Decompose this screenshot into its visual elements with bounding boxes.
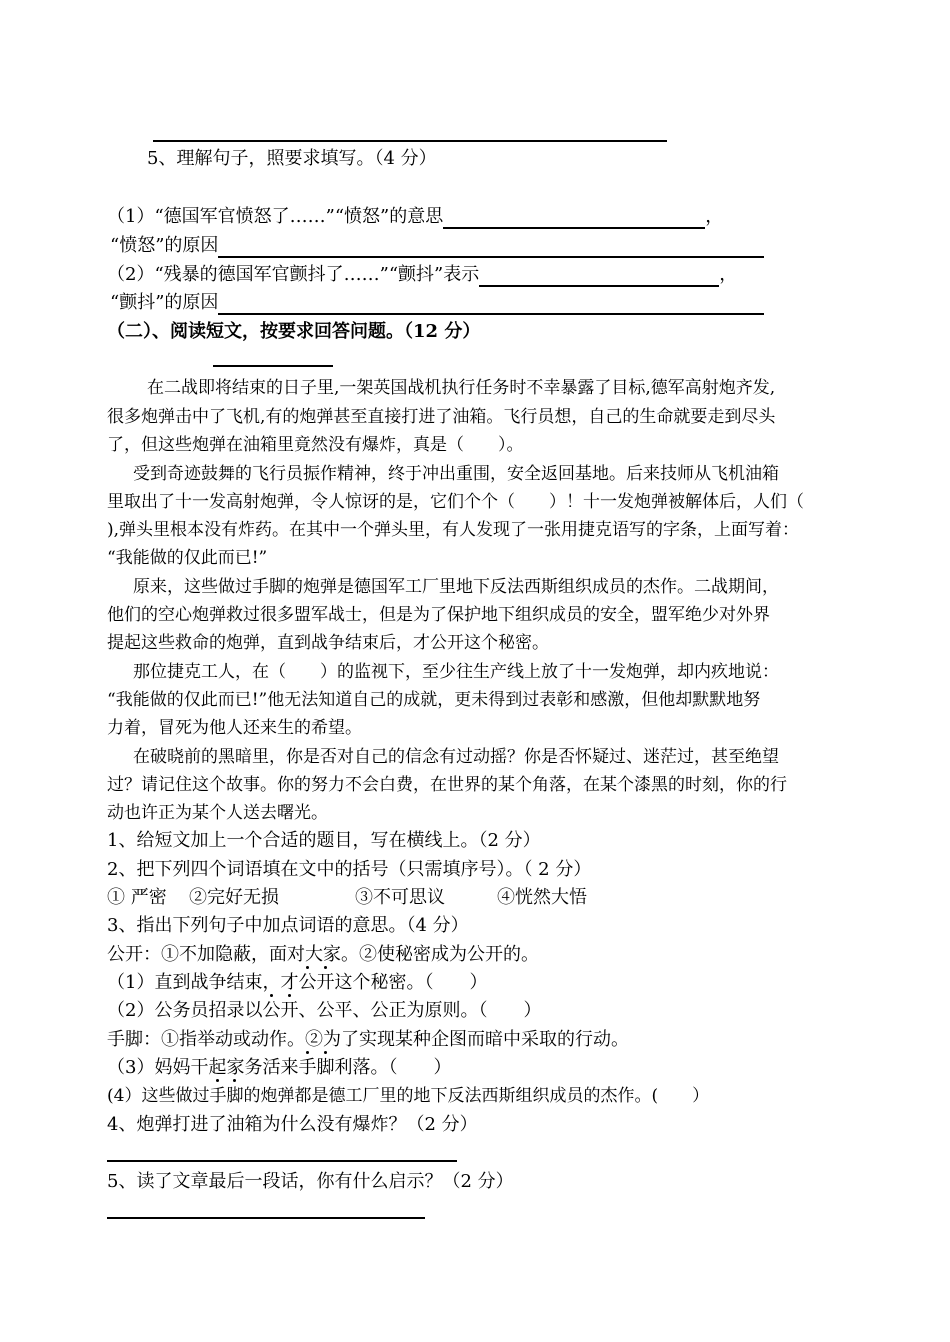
question-3-3 [107, 1056, 451, 1080]
question-4: 4、炮弹打进了油箱为什么没有爆炸？（2 分） [107, 1114, 478, 1135]
answer-line-q4[interactable] [107, 1160, 457, 1162]
question-5-1-reason-text: “愤怒”的原因 [110, 235, 219, 256]
question-5-1-reason-line [110, 234, 764, 258]
answer-blank-reason[interactable] [218, 236, 764, 258]
question-3-4-tail: 的炮弹都是德工厂里的地下反法西斯组织成员的杰作。( ） [243, 1086, 710, 1106]
answer-blank-reason-2[interactable] [218, 293, 764, 315]
question-5-2-reason-text: “颤抖”的原因 [110, 292, 219, 313]
dotted-char: 公 [298, 972, 317, 993]
section-2-heading [107, 320, 480, 344]
option-1: ① 严密 [107, 887, 167, 908]
title-answer-line[interactable] [213, 365, 333, 367]
question-3-4-text: (4）这些做过 [107, 1086, 210, 1106]
answer-line-top[interactable] [153, 140, 667, 142]
question-2-options [107, 886, 587, 910]
dotted-char: 手 [209, 1086, 227, 1106]
question-5b: 5、读了文章最后一段话，你有什么启示？（2 分） [107, 1171, 514, 1192]
question-3: 3、指出下列句子中加点词语的意思。（4 分） [107, 915, 469, 936]
passage-line: 提起这些救命的炮弹，直到战争结束后，才公开这个秘密。 [107, 633, 549, 653]
question-3-3-text: （3）妈妈干起家务活来 [107, 1057, 299, 1078]
question-5-2-text: （2）“残暴的德国军官颤抖了……”“颤抖”表示 [107, 264, 480, 285]
question-3-3-tail: 利落。（ ） [334, 1057, 452, 1078]
question-1: 1、给短文加上一个合适的题目，写在横线上。（2 分） [107, 830, 541, 851]
option-4: ④恍然大悟 [497, 887, 587, 908]
passage-line: 他们的空心炮弹救过很多盟军战士，但是为了保护地下组织成员的安全，盟军绝少对外界 [107, 605, 770, 625]
comma: ， [705, 206, 724, 227]
question-5-title: 5、理解句子，照要求填写。（4 分） [147, 148, 437, 169]
definition-gongkai: 公开：①不加隐蔽，面对大家。②使秘密成为公开的。 [107, 944, 539, 965]
question-5-1-line [107, 205, 723, 229]
passage-line: 过？请记住这个故事。你的努力不会白费，在世界的某个角落，在某个漆黑的时刻，你的行 [107, 775, 787, 795]
question-3-1 [107, 971, 487, 995]
comma-2: ， [719, 264, 738, 285]
answer-line-q5b[interactable] [107, 1217, 425, 1219]
dotted-char: 脚 [316, 1057, 335, 1078]
passage-line: “我能做的仅此而已!” [107, 548, 268, 568]
dotted-char: 手 [298, 1057, 317, 1078]
passage-line: 在二战即将结束的日子里,一架英国战机执行任务时不幸暴露了目标,德军高射炮齐发, [147, 378, 776, 398]
passage-line: 原来，这些做过手脚的炮弹是德国军工厂里地下反法西斯组织成员的杰作。二战期间， [133, 577, 779, 597]
question-5-1-text: （1）“德国军官愤怒了……”“愤怒”的意思 [107, 206, 444, 227]
passage-line: ),弹头里根本没有炸药。在其中一个弹头里，有人发现了一张用捷克语写的字条，上面写着： [107, 520, 800, 540]
dotted-char: 公 [262, 1000, 281, 1021]
section-2-heading-text: （二）、阅读短文，按要求回答问题。（12 分） [107, 321, 481, 342]
definition-shoujiao: 手脚：①指举动或动作。②为了实现某种企图而暗中采取的行动。 [107, 1029, 629, 1050]
dotted-char: 开 [316, 972, 335, 993]
dotted-char: 开 [280, 1000, 299, 1021]
answer-blank-meaning-2[interactable] [479, 265, 719, 287]
question-3-2 [107, 999, 541, 1023]
question-2: 2、把下列四个词语填在文中的括号（只需填序号）。（ 2 分） [107, 859, 592, 880]
passage-line: 里取出了十一发高射炮弹，令人惊讶的是，它们个个（ ）！十一发炮弹被解体后，人们（ [107, 492, 804, 512]
question-3-1-tail: 这个秘密。（ ） [334, 972, 488, 993]
passage-line: 动也许正为某个人送去曙光。 [107, 803, 328, 823]
option-2: ②完好无损 [189, 887, 279, 908]
passage-line: 力着，冒死为他人还来生的希望。 [107, 718, 362, 738]
passage-line: 很多炮弹击中了飞机,有的炮弹甚至直接打进了油箱。飞行员想，自己的生命就要走到尽头 [107, 407, 776, 427]
question-5-2-reason-line [110, 291, 764, 315]
passage-line: “我能做的仅此而已!”他无法知道自己的成就，更未得到过表彰和感激，但他却默默地努 [107, 690, 761, 710]
dotted-char: 脚 [226, 1086, 244, 1106]
passage-line: 在破晓前的黑暗里，你是否对自己的信念有过动摇？你是否怀疑过、迷茫过，甚至绝望 [133, 747, 779, 767]
passage-line: 那位捷克工人，在（ ）的监视下，至少往生产线上放了十一发炮弹，却内疚地说： [133, 662, 779, 682]
passage-line: 受到奇迹鼓舞的飞行员振作精神，终于冲出重围，安全返回基地。后来技师从飞机油箱 [133, 464, 779, 484]
passage-line: 了，但这些炮弹在油箱里竟然没有爆炸，真是（ ）。 [107, 435, 524, 455]
answer-blank-meaning[interactable] [443, 207, 705, 229]
question-3-2-tail: 、公平、公正为原则。（ ） [298, 1000, 542, 1021]
option-3: ③不可思议 [355, 887, 445, 908]
question-3-1-text: （1）直到战争结束，才 [107, 972, 299, 993]
question-5-2-line [107, 263, 737, 287]
question-3-2-text: （2）公务员招录以 [107, 1000, 263, 1021]
question-3-4 [107, 1084, 709, 1108]
